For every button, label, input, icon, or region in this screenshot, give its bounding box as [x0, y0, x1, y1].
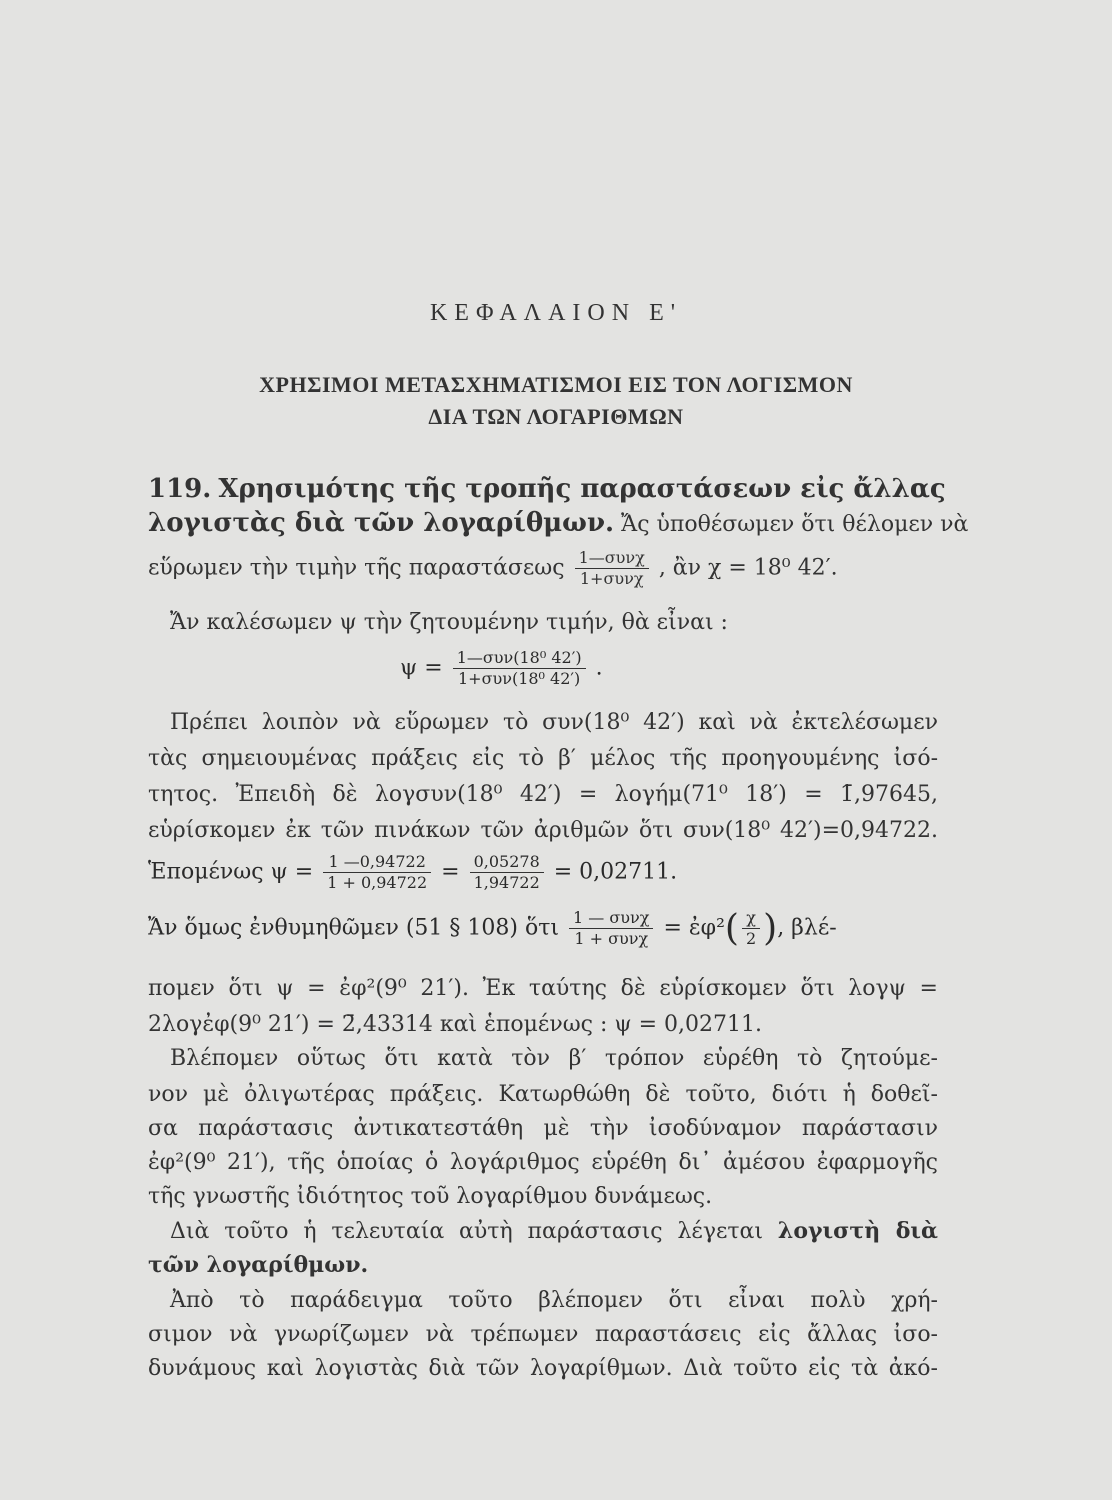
section-number: 119.: [148, 474, 212, 504]
eq3-denominator-1: 1 + 0,94722: [327, 873, 428, 892]
p4-text: Διὰ τοῦτο ἡ τελευταία αὐτὴ παράστασις λέγεται: [170, 1219, 764, 1244]
eq4-x: χ: [742, 908, 760, 929]
eq3-equals: =: [441, 859, 460, 885]
chapter-title-line1: ΧΡΗΣΙΜΟΙ ΜΕΤΑΣΧΗΜΑΤΙΣΜΟΙ ΕΙΣ ΤΟΝ ΛΟΓΙΣΜΟΝ: [259, 372, 853, 397]
eq4-before: Ἄν ὅμως ἐνθυμηθῶμεν (51 § 108) ὅτι: [148, 915, 560, 941]
p1-line2: τὰς σημειουμένας πράξεις εἰς τὸ β′ μέλος τῆς προηγουμένης ἰσό-: [148, 746, 938, 771]
p4-bold-2: τῶν λογαρίθμων.: [148, 1252, 369, 1278]
section-intro-text: Ἄς ὑποθέσωμεν ὅτι θέλομεν νὰ: [621, 512, 969, 537]
equation-1-line: [148, 548, 938, 589]
eq2-lhs: ψ =: [400, 655, 443, 681]
p3-line4: ἐφ²(9⁰ 21′), τῆς ὁποίας ὁ λογάριθμος εὑρέθη δι᾽ ἀμέσου ἐφαρμογῆς: [148, 1150, 938, 1175]
paragraph-call: Ἄν καλέσωμεν ψ τὴν ζητουμένην τιμήν, θὰ εἶναι :: [170, 610, 728, 635]
p4-bold-1: λογιστὴ διὰ: [777, 1218, 938, 1244]
eq4-half-fraction: [742, 908, 760, 949]
eq1-fraction: [575, 548, 649, 589]
equation-4-line: [148, 908, 938, 949]
p3-line1: Βλέπομεν οὕτως ὅτι κατὰ τὸν β′ τρόπον εὑρέθη τὸ ζητούμε-: [170, 1046, 938, 1071]
eq3-numerator-2: 0,05278: [470, 852, 544, 873]
eq4-numerator: 1 — συνχ: [569, 908, 653, 929]
p1-line4: εὑρίσκομεν ἐκ τῶν πινάκων τῶν ἀριθμῶν ὅτι συν(18⁰ 42′)=0,94722.: [148, 818, 938, 843]
p4-line1: [170, 1218, 938, 1244]
eq1-numerator: 1—συνχ: [575, 548, 649, 569]
eq2-denominator: 1+συν(18⁰ 42′): [457, 669, 581, 688]
p3-line5: τῆς γνωστῆς ἰδιότητος τοῦ λογαρίθμου δυνάμεως.: [148, 1184, 713, 1209]
section-heading-line1: [148, 474, 946, 504]
p1-line3: τητος. Ἐπειδὴ δὲ λογσυν(18⁰ 42′) = λογήμ(71⁰ 18′) = 1̄,97645,: [148, 782, 938, 807]
eq3-result: = 0,02711.: [553, 859, 678, 885]
p5-line1: Ἀπὸ τὸ παράδειγμα τοῦτο βλέπομεν ὅτι εἶναι πολὺ χρή-: [170, 1288, 938, 1313]
p3-line3: σα παράστασις ἀντικατεστάθη μὲ τὴν ἰσοδύναμον παράστασιν: [148, 1116, 938, 1141]
right-paren: ): [763, 908, 778, 949]
p2-line1: πομεν ὅτι ψ = ἐφ²(9⁰ 21′). Ἐκ ταύτης δὲ εὑρίσκομεν ὅτι λογψ =: [148, 976, 938, 1001]
eq2-numerator: 1—συν(18⁰ 42′): [453, 648, 586, 669]
eq4-mid: = ἐφ²: [663, 915, 725, 941]
eq4-denominator: 1 + συνχ: [574, 929, 649, 948]
eq3-numerator-1: 1 —0,94722: [323, 852, 431, 873]
p5-line2: σιμον νὰ γνωρίζωμεν νὰ τρέπωμεν παραστάσεις εἰς ἄλλας ἰσο-: [148, 1322, 938, 1347]
chapter-title-line2: ΔΙΑ ΤΩΝ ΛΟΓΑΡΙΘΜΩΝ: [428, 404, 684, 429]
section-heading-line2: [148, 508, 969, 538]
section-heading-cont: λογιστὰς διὰ τῶν λογαρίθμων.: [148, 508, 615, 538]
p2-line2: 2λογἐφ(9⁰ 21′) = 2̄,43314 καὶ ἑπομένως : ψ = 0,02711.: [148, 1012, 763, 1037]
eq3-denominator-2: 1,94722: [473, 873, 540, 892]
eq4-two: 2: [745, 929, 757, 948]
equation-3: [148, 852, 677, 893]
eq3-fraction-1: [323, 852, 431, 893]
left-paren: (: [724, 908, 739, 949]
p5-line3: δυνάμους καὶ λογιστὰς διὰ τῶν λογαρίθμων. Διὰ τοῦτο εἰς τὰ ἀκό-: [148, 1356, 938, 1381]
eq2-end: .: [595, 655, 603, 681]
eq1-after: , ἂν χ = 18⁰ 42′.: [658, 555, 838, 581]
eq3-lhs: Ἑπομένως ψ =: [148, 859, 314, 885]
eq4-fraction: [569, 908, 653, 949]
eq4-after: , βλέ-: [777, 915, 837, 941]
eq2-fraction: [453, 648, 586, 689]
section-heading: Χρησιμότης τῆς τροπῆς παραστάσεων εἰς ἄλλας: [218, 474, 946, 504]
p1-line1: Πρέπει λοιπὸν νὰ εὕρωμεν τὸ συν(18⁰ 42′) καὶ νὰ ἐκτελέσωμεν: [170, 710, 938, 735]
eq3-fraction-2: [470, 852, 544, 893]
p3-line2: νον μὲ ὀλιγωτέρας πράξεις. Κατωρθώθη δὲ τοῦτο, διότι ἡ δοθεῖ-: [148, 1082, 938, 1107]
equation-2: [400, 648, 603, 689]
chapter-heading: ΚΕΦΑΛΑΙΟΝ Ε': [429, 300, 683, 326]
eq1-before: εὕρωμεν τὴν τιμὴν τῆς παραστάσεως: [148, 555, 565, 581]
p4-line2: [148, 1252, 938, 1278]
eq1-denominator: 1+συνχ: [579, 569, 644, 588]
